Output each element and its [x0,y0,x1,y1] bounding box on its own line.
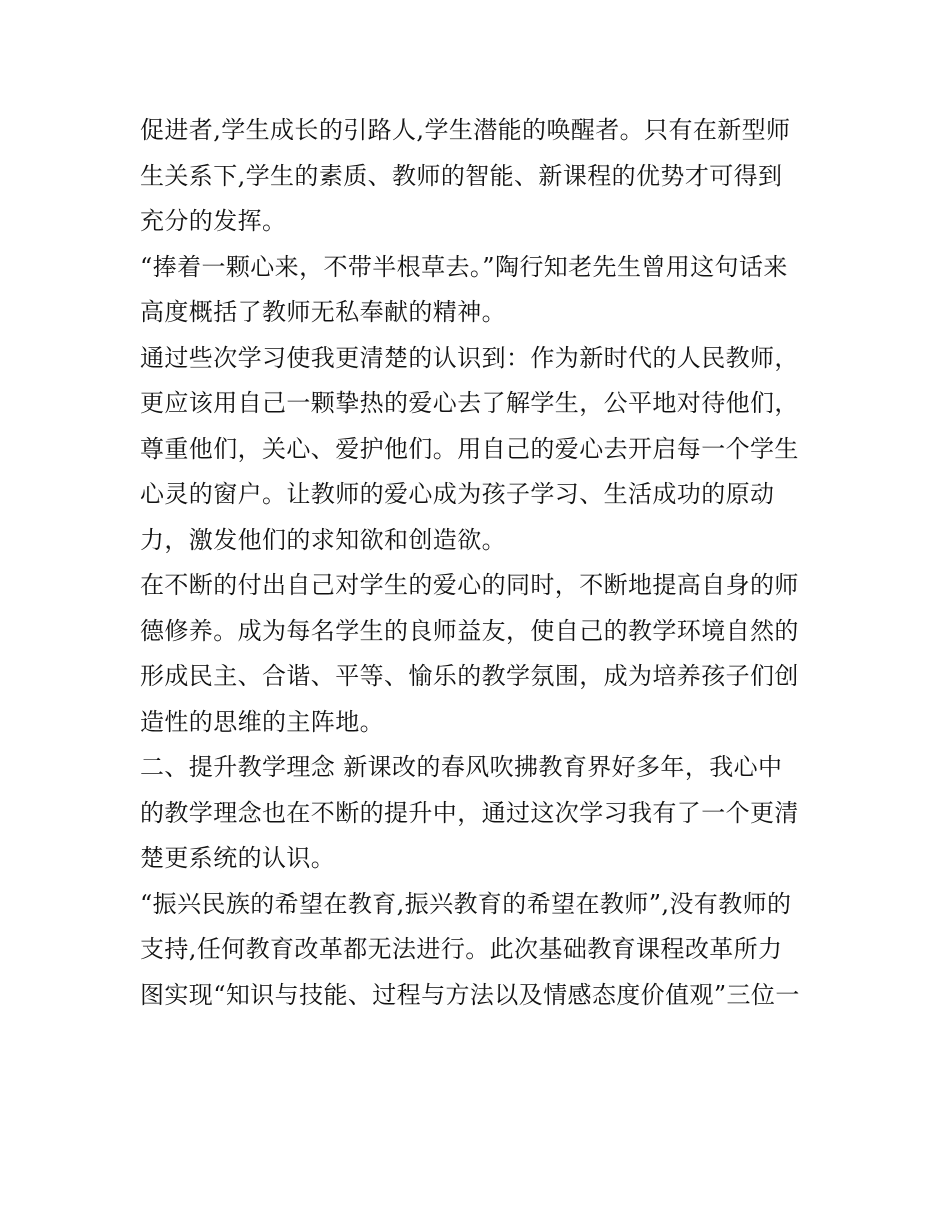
text-line: 尊重他们，关心、爱护他们。用自己的爱心去开启每一个学生 [140,434,799,463]
text-line: 高度概括了教师无私奉献的精神。 [140,298,506,326]
text-line: 德修养。成为每名学生的良师益友，使自己的教学环境自然的 [140,616,799,645]
text-line: 二、提升教学理念 新课改的春风吹拂教育界好多年，我心中 [140,753,783,781]
text-line: 图实现“知识与技能、过程与方法以及情感态度价值观”三位一 [140,980,800,1009]
text-line: 力，激发他们的求知欲和创造欲。 [140,525,506,554]
text-line: “振兴民族的希望在教育,振兴教育的希望在教师”,没有教师的 [140,889,792,918]
text-line: 形成民主、合谐、平等、愉乐的教学氛围，成为培养孩子们创 [140,662,799,690]
text-line: 在不断的付出自己对学生的爱心的同时，不断地提高自身的师 [140,571,799,599]
text-line: 造性的思维的主阵地。 [140,707,384,736]
text-line: 支持,任何教育改革都无法进行。此次基础教育课程改革所力 [140,935,783,963]
document-body [140,108,820,1018]
text-line: 心灵的窗户。让教师的爱心成为孩子学习、生活成功的原动 [140,480,775,508]
text-line: 生关系下,学生的素质、教师的智能、新课程的优势才可得到 [140,161,783,190]
text-line: 楚更系统的认识。 [140,844,336,872]
text-line: 更应该用自己一颗挚热的爱心去了解学生，公平地对待他们， [140,389,799,417]
text-line: “捧着一颗心来，不带半根草去。”陶行知老先生曾用这句话来 [140,252,788,281]
text-line: 的教学理念也在不断的提升中，通过这次学习我有了一个更清 [140,798,799,827]
text-line: 促进者,学生成长的引路人,学生潜能的唤醒者。只有在新型师 [140,116,791,144]
text-line: 充分的发挥。 [140,207,287,235]
text-line: 通过些次学习使我更清楚的认识到：作为新时代的人民教师， [140,343,799,372]
